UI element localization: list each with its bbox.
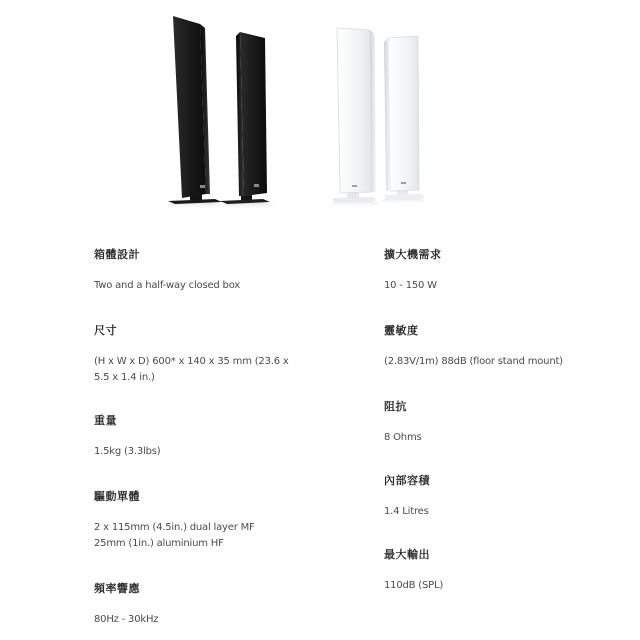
- spec-heading: 箱體設計: [94, 248, 140, 261]
- spec-max-output: [384, 548, 584, 594]
- product-image: [160, 8, 460, 223]
- spec-value: 110dB (SPL): [384, 580, 444, 591]
- spec-impedance: [384, 400, 584, 446]
- spec-value: 8 Ohms: [384, 432, 422, 443]
- spec-value: (2.83V/1m) 88dB (floor stand mount): [384, 356, 563, 367]
- spec-heading: 靈敏度: [384, 324, 419, 337]
- spec-value: 10 - 150 W: [384, 280, 437, 291]
- spec-frequency-response: [94, 582, 294, 628]
- spec-value: 1.5kg (3.3lbs): [94, 446, 161, 457]
- white-speaker-front: [331, 28, 379, 208]
- spec-value: (H x W x D) 600* x 140 x 35 mm (23.6 x 5.5 x 1.4 in.): [94, 356, 289, 383]
- spec-heading: 擴大機需求: [384, 248, 442, 261]
- spec-heading: 阻抗: [384, 400, 407, 413]
- spec-weight: [94, 414, 294, 460]
- spec-value: 1.4 Litres: [384, 506, 429, 517]
- white-speaker-back: [381, 36, 425, 205]
- black-speaker-front: [167, 16, 223, 210]
- spec-heading: 重量: [94, 414, 117, 427]
- spec-heading: 最大輸出: [384, 548, 430, 561]
- spec-internal-volume: [384, 474, 584, 520]
- black-speaker-back: [220, 32, 274, 210]
- spec-drive-units: [94, 490, 294, 552]
- spec-heading: 頻率響應: [94, 582, 140, 595]
- spec-amplifier-requirements: [384, 248, 584, 294]
- spec-enclosure-design: [94, 248, 294, 294]
- spec-heading: 內部容積: [384, 474, 430, 487]
- spec-value: 2 x 115mm (4.5in.) dual layer MF 25mm (1in.) aluminium HF: [94, 522, 255, 549]
- spec-heading: 驅動單體: [94, 490, 140, 503]
- spec-value: Two and a half-way closed box: [94, 280, 241, 291]
- spec-sensitivity: [384, 324, 584, 370]
- spec-dimensions: [94, 324, 294, 386]
- spec-value: 80Hz - 30kHz: [94, 614, 159, 625]
- spec-heading: 尺寸: [94, 324, 117, 337]
